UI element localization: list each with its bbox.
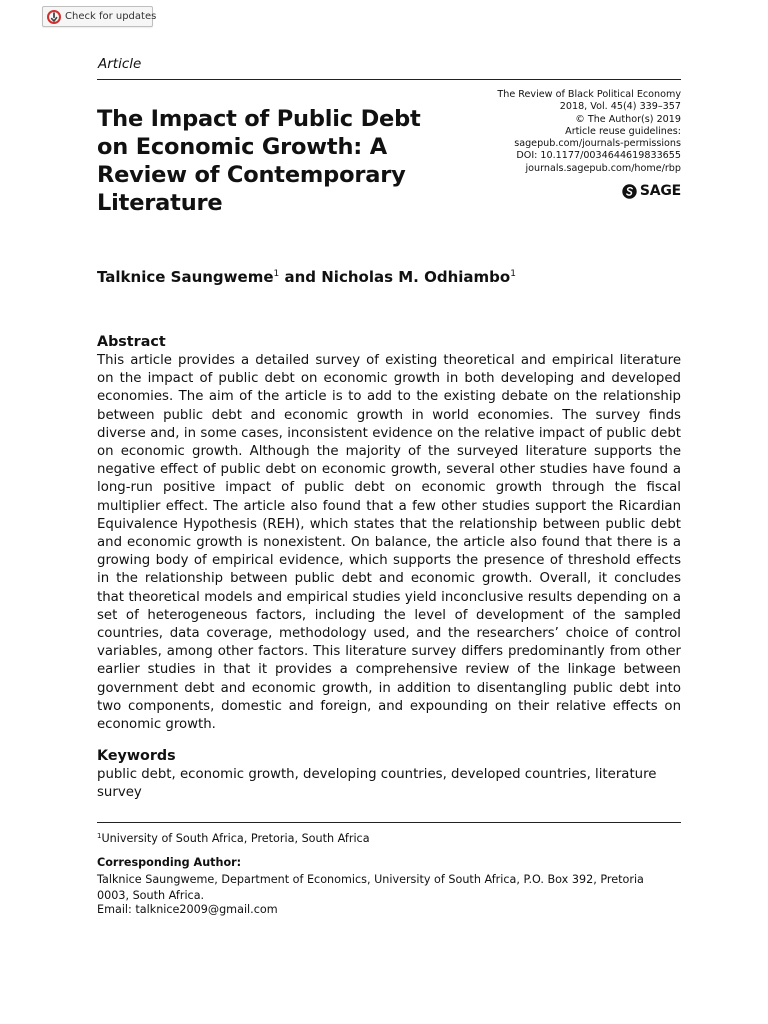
publisher-logo: [622, 183, 681, 199]
journal-name: The Review of Black Political Economy: [497, 89, 681, 100]
permissions-link[interactable]: sagepub.com/journals-permissions: [514, 138, 681, 150]
keywords-text: public debt, economic growth, developing countries, developed countries, literature survey: [97, 767, 657, 801]
journal-volume: 2018, Vol. 45(4) 339–357: [559, 101, 681, 113]
author-affiliation-mark: 1: [273, 269, 280, 279]
affiliation-mark: 1: [97, 832, 102, 840]
doi-link[interactable]: DOI: 10.1177/0034644619833655: [516, 150, 681, 162]
copyright-line: © The Author(s) 2019: [575, 113, 681, 125]
check-for-updates-button[interactable]: [42, 6, 157, 27]
check-for-updates-icon: [47, 10, 61, 24]
affiliation-text: University of South Africa, Pretoria, South Africa: [101, 832, 370, 845]
reuse-guidelines-label: Article reuse guidelines:: [565, 125, 681, 137]
check-for-updates-label: Check for updates: [65, 11, 157, 22]
authors-connector: and: [284, 268, 317, 286]
journal-meta: [421, 89, 681, 175]
corresponding-author-email[interactable]: Email: talknice2009@gmail.com: [97, 903, 278, 916]
sage-logo-icon: [622, 184, 637, 199]
keywords-heading: Keywords: [97, 748, 176, 764]
corresponding-author-address: Talknice Saungweme, Department of Economics, University of South Africa, P.O. Box 392, Pretoria 0003, South Africa.: [97, 873, 644, 902]
journal-home-link[interactable]: journals.sagepub.com/home/rbp: [525, 162, 681, 174]
corresponding-author-heading: Corresponding Author:: [97, 856, 242, 869]
author-list: [97, 268, 516, 286]
abstract-text: This article provides a detailed survey of existing theoretical and empirical literature on the impact of public debt on economic growth in both developing and developed economies. The aim of the article is to add to the existing debate on the relationship between public debt and economic growth in world economies. The survey finds diverse and, in some cases, inconsistent evidence on the relative impact of public debt on economic growth. Although the majority of the surveyed literature supports the negative effect of public debt on economic growth, several other studies have found a long-run positive impact of public debt on economic growth through the fiscal multiplier effect. The article also found that a few other studies support the Ricardian Equivalence Hypothesis (REH), which states that the relationship between public debt and economic growth is nonexistent. On balance, the article also found that there is a growing body of empirical evidence, which supports the presence of threshold effects in the relationship between public debt and economic growth. Overall, it concludes that theoretical models and empirical studies yield inconclusive results depending on a set of heterogeneous factors, including the level of development of the sampled countries, data coverage, methodology used, and the researchers’ choice of control variables, among other factors. This literature survey differs predominantly from other earlier studies in that it provides a comprehensive review of the linkage between government debt and economic growth, in addition to disentangling public debt into two components, domestic and foreign, and expounding on their relative effects on economic growth.: [97, 353, 681, 733]
header-divider: [97, 79, 681, 80]
author-affiliation-mark: 1: [510, 269, 516, 279]
footnote-divider: [97, 822, 681, 823]
article-title: The Impact of Public Debt on Economic Growth: A Review of Contemporary Literature: [97, 106, 421, 216]
affiliation-note: [97, 832, 370, 845]
author-name: Nicholas M. Odhiambo: [321, 268, 511, 286]
article-type-label: Article: [98, 56, 142, 72]
abstract-heading: Abstract: [97, 334, 166, 350]
publisher-name: SAGE: [639, 183, 681, 199]
author-name: Talknice Saungweme: [97, 268, 274, 286]
